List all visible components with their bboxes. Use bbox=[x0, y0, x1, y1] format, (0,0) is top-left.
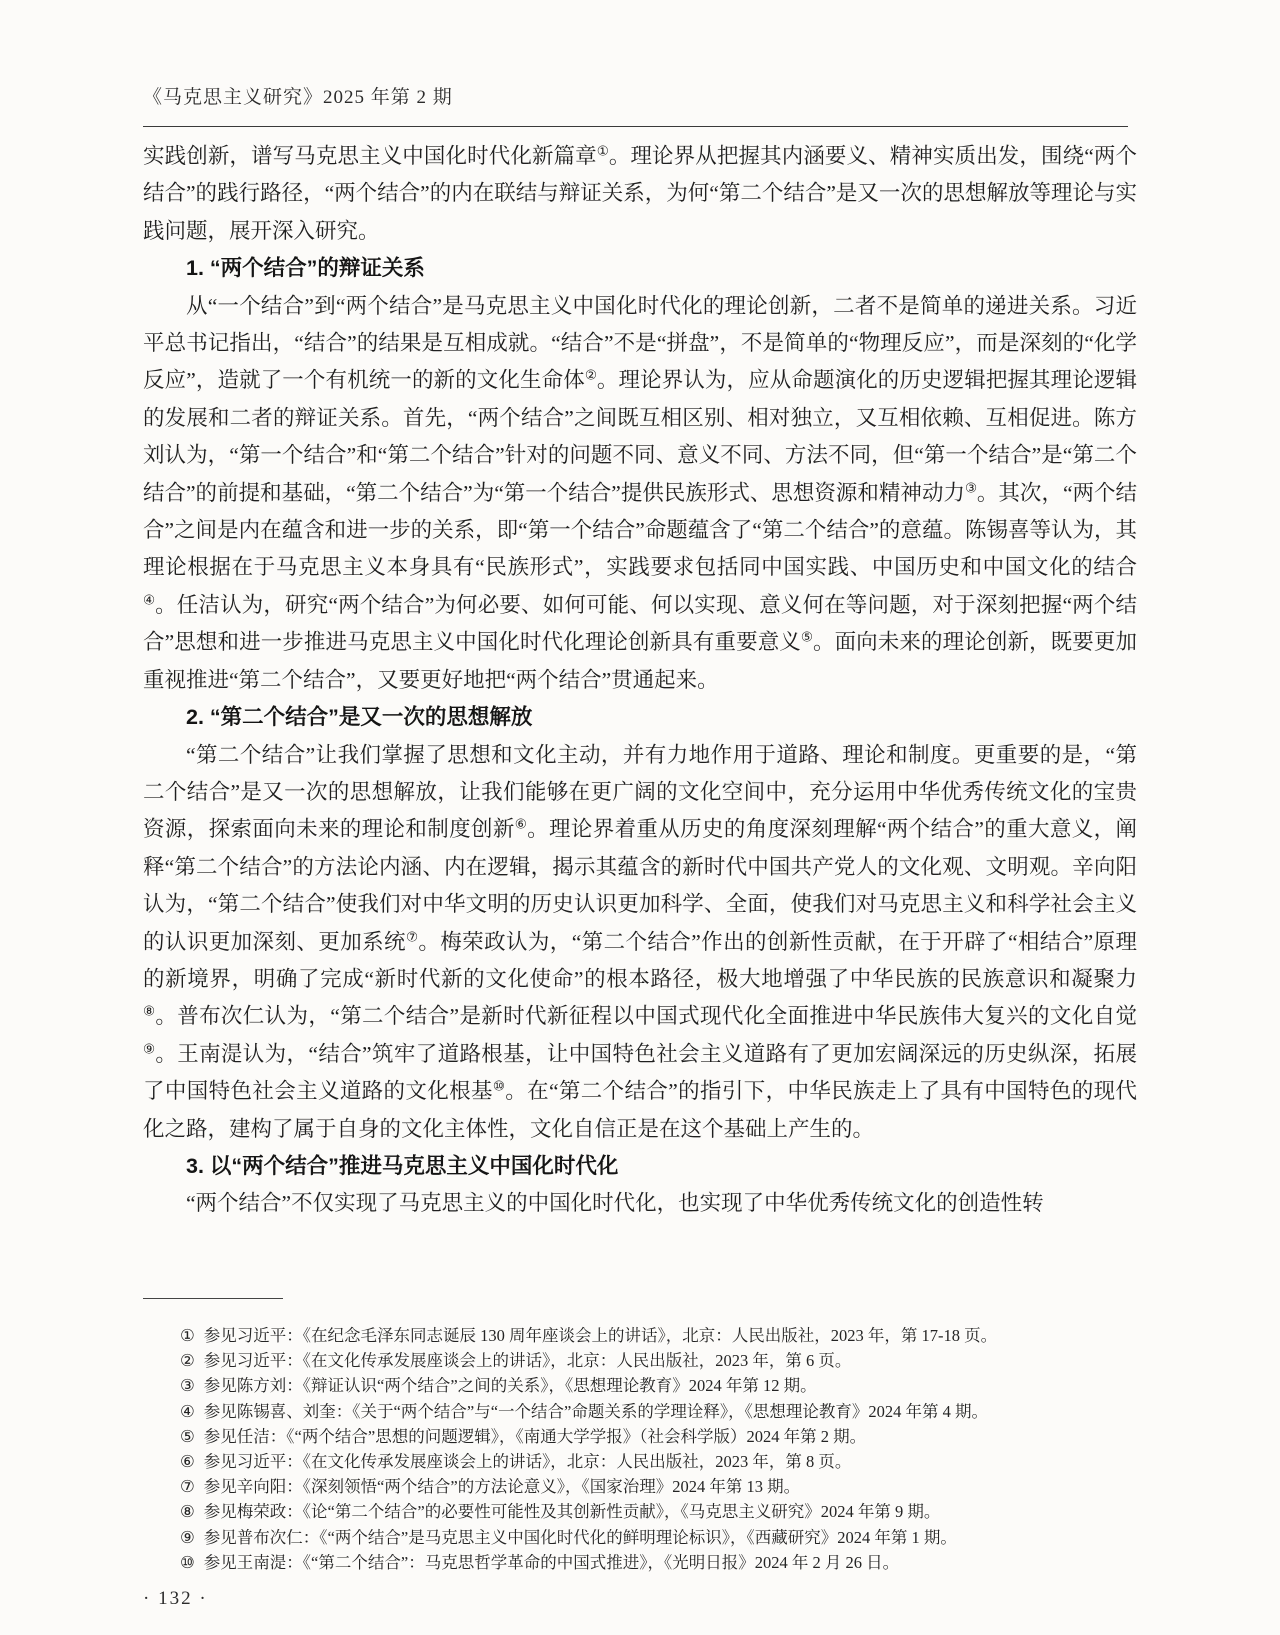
footnote-10 bbox=[143, 1550, 1137, 1575]
footnote-7-marker: ⑦ bbox=[180, 1477, 195, 1497]
footnote-reference: ④ bbox=[143, 592, 156, 608]
section-3-paragraph: “两个结合”不仅实现了马克思主义的中国化时代化，也实现了中华优秀传统文化的创造性转 bbox=[186, 1191, 1044, 1216]
footnote-5-text: 参见任洁：《“两个结合”思想的问题逻辑》，《南通大学学报》（社会科学版）2024 年第 2 期。 bbox=[203, 1426, 867, 1446]
footnote-2-marker: ② bbox=[180, 1351, 195, 1371]
footnote-reference: ⑨ bbox=[143, 1041, 156, 1057]
footnote-reference: ⑩ bbox=[492, 1078, 506, 1094]
footnote-5 bbox=[143, 1424, 1137, 1449]
footnote-4-text: 参见陈锡喜、刘奎：《关于“两个结合”与“一个结合”命题关系的学理诠释》，《思想理论教育》2024 年第 4 期。 bbox=[203, 1401, 988, 1421]
section-1-heading: 1. “两个结合”的辩证关系 bbox=[186, 256, 425, 281]
footnote-reference: ⑤ bbox=[800, 629, 813, 645]
footnote-9-marker: ⑨ bbox=[180, 1527, 195, 1547]
footnote-6-marker: ⑥ bbox=[180, 1452, 195, 1472]
footnote-8-marker: ⑧ bbox=[180, 1502, 195, 1522]
footnote-reference: ⑧ bbox=[143, 1004, 156, 1020]
footnote-2-text: 参见习近平：《在文化传承发展座谈会上的讲话》，北京：人民出版社，2023 年，第 6 页。 bbox=[203, 1351, 852, 1371]
section-2-paragraph: “第二个结合”让我们掌握了思想和文化主动，并有力地作用于道路、理论和制度。更重要的是，“第二个结合”是又一次的思想解放，让我们能够在更广阔的文化空间中，充分运用中华优秀传统文化的宝贵资源，探索面向未来的理论和制度创新⑥。理论界着重从历史的角度深刻理解“两个结合”的重大意义，阐释“第二个结合”的方法论内涵、内在逻辑，揭示其蕴含的新时代中国共产党人的文化观、文明观。辛向阳认为，“第二个结合”使我们对中华文明的历史认识更加科学、全面，使我们对马克思主义和科学社会主义的认识更加深刻、更加系统⑦。梅荣政认为，“第二个结合”作出的创新性贡献，在于开辟了“相结合”原理的新境界，明确了完成“新时代新的文化使命”的根本路径，极大地增强了中华民族的民族意识和凝聚力⑧。普布次仁认为，“第二个结合”是新时代新征程以中国式现代化全面推进中华民族伟大复兴的文化自觉⑨。王南湜认为，“结合”筑牢了道路根基，让中国特色社会主义道路有了更加宏阔深远的历史纵深，拓展了中国特色社会主义道路的文化根基⑩。在“第二个结合”的指引下，中华民族走上了具有中国特色的现代化之路，建构了属于自身的文化主体性，文化自信正是在这个基础上产生的。 bbox=[143, 742, 1137, 1141]
footnote-block bbox=[143, 1298, 1137, 1575]
footnote-8 bbox=[143, 1499, 1137, 1524]
footnote-9 bbox=[143, 1525, 1137, 1550]
journal-running-head: 《马克思主义研究》2025 年第 2 期 bbox=[143, 87, 453, 108]
page-number: · 132 · bbox=[143, 1588, 208, 1609]
footnote-6-text: 参见习近平：《在文化传承发展座谈会上的讲话》，北京：人民出版社，2023 年，第 8 页。 bbox=[203, 1452, 852, 1472]
footnote-separator bbox=[143, 1298, 283, 1299]
footnote-7-text: 参见辛向阳：《深刻领悟“两个结合”的方法论意义》，《国家治理》2024 年第 13 期。 bbox=[203, 1477, 801, 1497]
footnote-10-text: 参见王南湜：《“第二个结合”：马克思哲学革命的中国式推进》，《光明日报》2024 年 2 月 26 日。 bbox=[203, 1552, 900, 1572]
footnote-reference: ① bbox=[596, 143, 609, 159]
footnote-4 bbox=[143, 1399, 1137, 1424]
footnote-reference: ⑦ bbox=[405, 929, 419, 945]
article-body bbox=[143, 138, 1137, 1223]
footnote-8-text: 参见梅荣政：《论“第二个结合”的必要性可能性及其创新性贡献》，《马克思主义研究》2024 年第 9 期。 bbox=[203, 1502, 941, 1522]
footnote-3-marker: ③ bbox=[180, 1376, 195, 1396]
footnote-10-marker: ⑩ bbox=[180, 1552, 195, 1572]
section-3-heading: 3. 以“两个结合”推进马克思主义中国化时代化 bbox=[186, 1153, 619, 1178]
footnote-reference: ② bbox=[584, 368, 597, 384]
footnote-3 bbox=[143, 1373, 1137, 1398]
footnote-2 bbox=[143, 1348, 1137, 1373]
section-1-paragraph: 从“一个结合”到“两个结合”是马克思主义中国化时代化的理论创新，二者不是简单的递进关系。习近平总书记指出，“结合”的结果是互相成就。“结合”不是“拼盘”，不是简单的“物理反应”，而是深刻的“化学反应”，造就了一个有机统一的新的文化生命体②。理论界认为，应从命题演化的历史逻辑把握其理论逻辑的发展和二者的辩证关系。首先，“两个结合”之间既互相区别、相对独立，又互相依赖、互相促进。陈方刘认为，“第一个结合”和“第二个结合”针对的问题不同、意义不同、方法不同，但“第一个结合”是“第二个结合”的前提和基础，“第二个结合”为“第一个结合”提供民族形式、思想资源和精神动力③。其次，“两个结合”之间是内在蕴含和进一步的关系，即“第一个结合”命题蕴含了“第二个结合”的意蕴。陈锡喜等认为，其理论根据在于马克思主义本身具有“民族形式”，实践要求包括同中国实践、中国历史和中国文化的结合④。任洁认为，研究“两个结合”为何必要、如何可能、何以实现、意义何在等问题，对于深刻把握“两个结合”思想和进一步推进马克思主义中国化时代化理论创新具有重要意义⑤。面向未来的理论创新，既要更加重视推进“第二个结合”，又要更好地把“两个结合”贯通起来。 bbox=[143, 293, 1137, 692]
footnote-6 bbox=[143, 1449, 1137, 1474]
footnote-1 bbox=[143, 1323, 1137, 1348]
footnote-1-text: 参见习近平：《在纪念毛泽东同志诞辰 130 周年座谈会上的讲话》，北京：人民出版社，2023 年，第 17-18 页。 bbox=[203, 1326, 998, 1345]
paragraph-intro-continued: 实践创新，谱写马克思主义中国化时代化新篇章①。理论界从把握其内涵要义、精神实质出发，围绕“两个结合”的践行路径，“两个结合”的内在联结与辩证关系，为何“第二个结合”是又一次的思想解放等理论与实践问题，展开深入研究。 bbox=[143, 143, 1137, 243]
footnote-7 bbox=[143, 1474, 1137, 1499]
header-rule bbox=[143, 126, 1128, 127]
section-2-heading: 2. “第二个结合”是又一次的思想解放 bbox=[186, 705, 533, 730]
footnote-5-marker: ⑤ bbox=[180, 1426, 195, 1446]
footnote-reference: ⑥ bbox=[514, 816, 528, 832]
footnote-reference: ③ bbox=[964, 480, 977, 496]
footnote-9-text: 参见普布次仁：《“两个结合”是马克思主义中国化时代化的鲜明理论标识》，《西藏研究》2024 年第 1 期。 bbox=[203, 1527, 957, 1547]
footnote-4-marker: ④ bbox=[180, 1401, 195, 1421]
footnote-1-marker: ① bbox=[180, 1326, 195, 1345]
footnote-3-text: 参见陈方刘：《辩证认识“两个结合”之间的关系》，《思想理论教育》2024 年第 12 期。 bbox=[203, 1376, 817, 1396]
